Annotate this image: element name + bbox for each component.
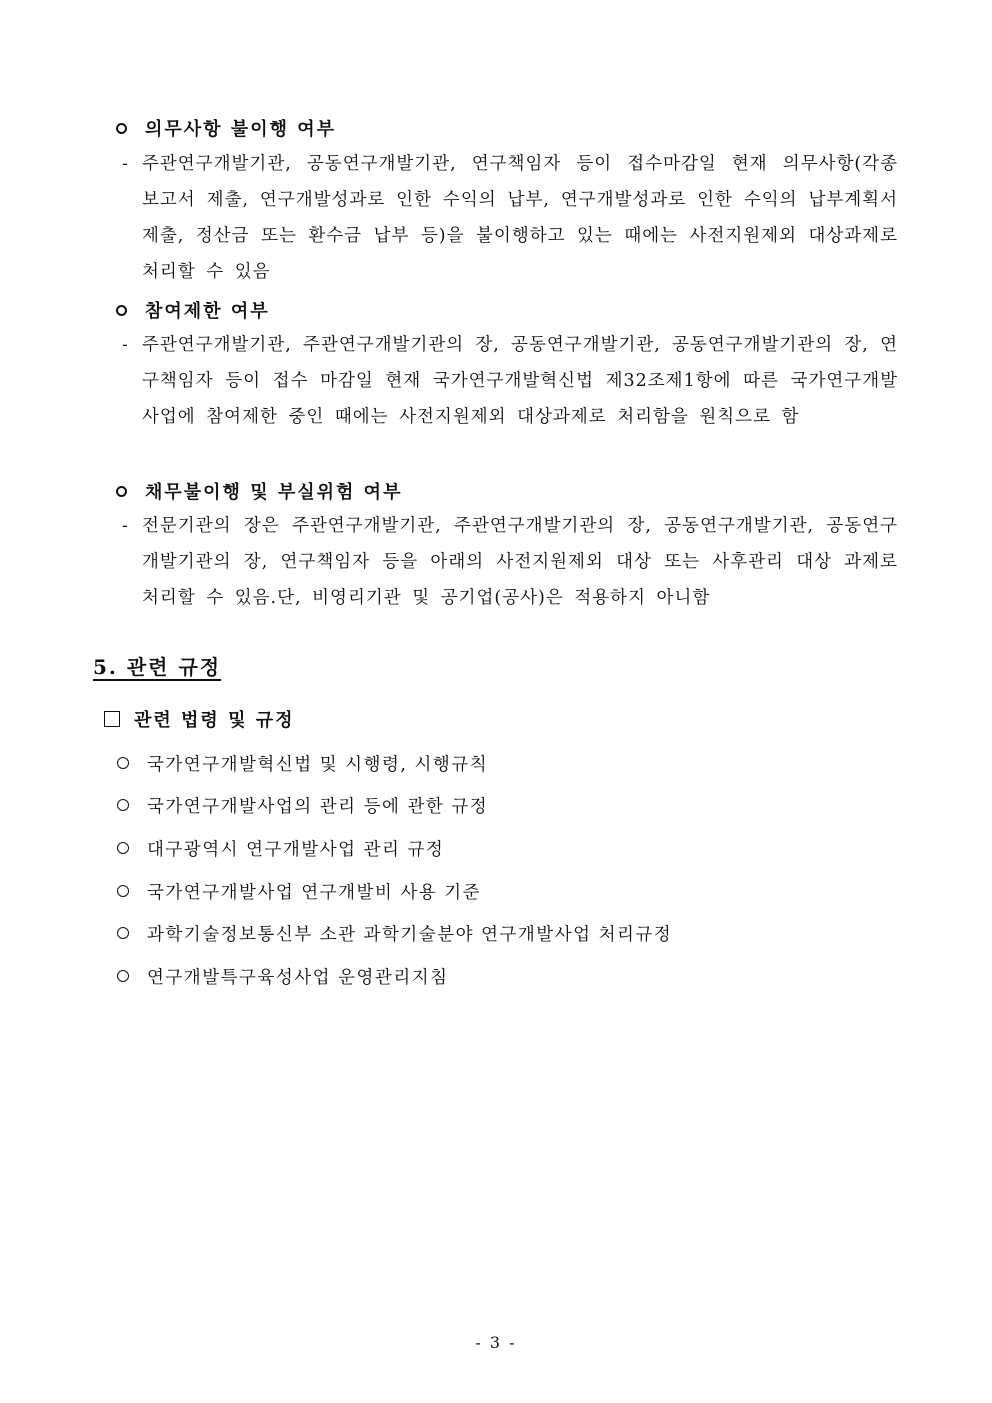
section-body-obligations bbox=[122, 146, 898, 290]
section-heading-default-risk bbox=[116, 476, 402, 506]
dash-bullet: - bbox=[122, 154, 128, 174]
regulation-item bbox=[117, 790, 488, 820]
box-heading-text: 관련 법령 및 규정 bbox=[134, 710, 295, 731]
regulation-item bbox=[117, 748, 488, 778]
section-heading-text: 의무사항 불이행 여부 bbox=[145, 119, 337, 140]
section-body-default-risk bbox=[122, 508, 898, 616]
circle-bullet-icon bbox=[117, 799, 129, 811]
regulation-item bbox=[117, 876, 481, 906]
section-heading-restriction bbox=[116, 295, 270, 325]
circle-bullet-icon bbox=[116, 305, 127, 316]
regulation-item-text: 국가연구개발혁신법 및 시행령, 시행규칙 bbox=[147, 754, 489, 775]
regulation-item-text: 국가연구개발사업의 관리 등에 관한 규정 bbox=[147, 796, 489, 817]
section-5-title: 5. 관련 규정 bbox=[93, 655, 222, 679]
regulation-item-text: 과학기술정보통신부 소관 과학기술분야 연구개발사업 처리규정 bbox=[147, 924, 673, 945]
section-heading-obligations bbox=[116, 113, 336, 143]
regulation-item-text: 국가연구개발사업 연구개발비 사용 기준 bbox=[147, 882, 482, 903]
square-bullet-icon bbox=[104, 711, 120, 727]
regulation-item bbox=[117, 833, 444, 863]
section-paragraph: 주관연구개발기관, 주관연구개발기관의 장, 공동연구개발기관, 공동연구개발기관의 장, 연구책임자 등이 접수 마감일 현재 국가연구개발혁신법 제32조제1항에 따른 국가연구개발사업에 참여제한 중인 때에는 사전지원제외 대상과제로 처리함을 원칙으로 함 bbox=[142, 335, 898, 427]
related-regulations-heading bbox=[104, 704, 295, 734]
circle-bullet-icon bbox=[117, 757, 129, 769]
page-number: - 3 - bbox=[475, 1333, 517, 1352]
section-body-restriction bbox=[122, 327, 898, 471]
regulation-item-text: 연구개발특구육성사업 운영관리지침 bbox=[147, 967, 449, 988]
regulation-item bbox=[117, 918, 672, 948]
section-heading-text: 채무불이행 및 부실위험 여부 bbox=[145, 482, 403, 503]
dash-bullet: - bbox=[122, 516, 128, 536]
circle-bullet-icon bbox=[117, 885, 129, 897]
circle-bullet-icon bbox=[116, 123, 127, 134]
dash-bullet: - bbox=[122, 335, 128, 355]
circle-bullet-icon bbox=[117, 927, 129, 939]
section-heading-text: 참여제한 여부 bbox=[145, 301, 270, 322]
circle-bullet-icon bbox=[116, 486, 127, 497]
section-paragraph: 전문기관의 장은 주관연구개발기관, 주관연구개발기관의 장, 공동연구개발기관, 공동연구개발기관의 장, 연구책임자 등을 아래의 사전지원제외 대상 또는 사후관리 대상 과제로 처리할 수 있음.단, 비영리기관 및 공기업(공사)은 적용하지 아니함 bbox=[142, 516, 898, 608]
section-paragraph: 주관연구개발기관, 공동연구개발기관, 연구책임자 등이 접수마감일 현재 의무사항(각종 보고서 제출, 연구개발성과로 인한 수익의 납부, 연구개발성과로 인한 수익의 납부계획서 제출, 정산금 또는 환수금 납부 등)을 불이행하고 있는 때에는 사전지원제외 대상과제로 처리할 수 있음 bbox=[142, 154, 898, 282]
circle-bullet-icon bbox=[117, 842, 129, 854]
regulation-item-text: 대구광역시 연구개발사업 관리 규정 bbox=[147, 839, 445, 860]
regulation-item bbox=[117, 961, 449, 991]
circle-bullet-icon bbox=[117, 970, 129, 982]
